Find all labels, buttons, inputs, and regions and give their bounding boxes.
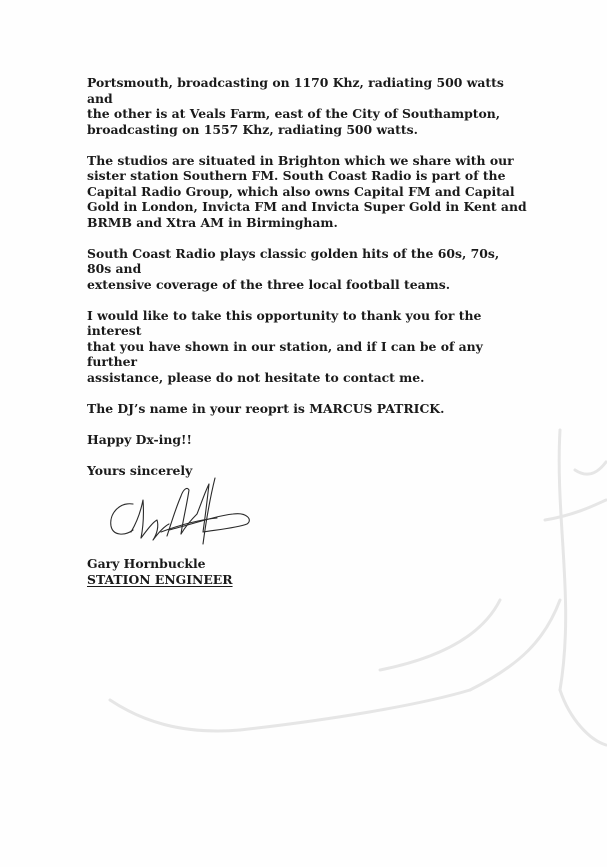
- closing-line: Yours sincerely: [87, 462, 193, 478]
- paragraph-format: South Coast Radio plays classic golden hits of the 60s, 70s, 80s and extensive coverage of the three local football teams.: [87, 245, 500, 292]
- paragraph-dj-name: The DJ’s name in your reoprt is MARCUS PATRICK.: [87, 400, 445, 416]
- paragraph-thanks: I would like to take this opportunity to thank you for the interest that you have shown in our station, and if I can be of any further assistance, please do not hesitate to contact me.: [87, 307, 483, 385]
- paragraph-greeting: Happy Dx-ing!!: [87, 431, 192, 447]
- letter-body: [87, 75, 527, 587]
- signer-title: STATION ENGINEER: [87, 571, 233, 587]
- handwritten-signature-icon: [97, 474, 257, 554]
- signer-name: Gary Hornbuckle: [87, 556, 206, 571]
- paragraph-transmitters: Portsmouth, broadcasting on 1170 Khz, radiating 500 watts and the other is at Veals Farm, east of the City of Southampton, broadcasting on 1557 Khz, radiating 500 watts.: [87, 75, 504, 137]
- paragraph-studios: The studios are situated in Brighton which we share with our sister station Southern FM. South Coast Radio is part of the Capital Radio Group, which also owns Capital FM and Capital Gold in London, Invicta FM and Invicta Super Gold in Kent and BRMB and Xtra AM in Birmingham.: [87, 152, 527, 230]
